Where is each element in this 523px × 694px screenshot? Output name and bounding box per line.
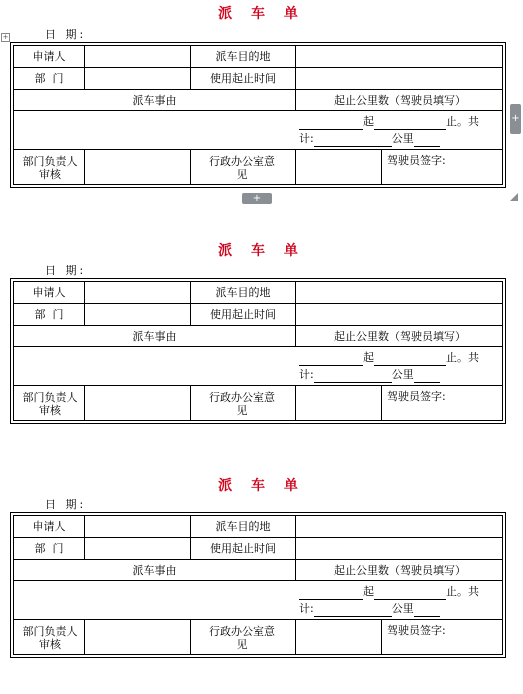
add-column-icon[interactable]: + bbox=[510, 104, 521, 134]
applicant-field[interactable] bbox=[85, 46, 190, 67]
dept-head-label: 部门负责人审核 bbox=[22, 390, 78, 417]
use-time-field[interactable] bbox=[296, 68, 504, 89]
reason-field[interactable] bbox=[14, 111, 295, 149]
department-label: 部 门 bbox=[34, 542, 64, 555]
qi-text: 起 bbox=[363, 585, 374, 598]
use-time-field[interactable] bbox=[296, 304, 504, 325]
mileage-header: 起止公里数（驾驶员填写） bbox=[334, 329, 466, 343]
mileage-field[interactable] bbox=[299, 349, 504, 385]
applicant-label: 申请人 bbox=[32, 50, 66, 63]
use-time-label: 使用起止时间 bbox=[210, 308, 276, 321]
dispatch-table bbox=[10, 512, 506, 658]
use-time-field[interactable] bbox=[296, 538, 504, 559]
gongli-text: 公里 bbox=[391, 132, 414, 145]
applicant-label: 申请人 bbox=[32, 520, 66, 533]
gongli-text: 公里 bbox=[391, 602, 414, 615]
dispatch-form bbox=[0, 0, 523, 224]
use-time-label: 使用起止时间 bbox=[210, 542, 276, 555]
ji-text: 计: bbox=[299, 602, 314, 615]
applicant-label: 申请人 bbox=[32, 286, 66, 299]
reason-label: 派车事由 bbox=[132, 329, 177, 343]
reason-label: 派车事由 bbox=[132, 93, 177, 107]
dept-head-field[interactable] bbox=[85, 620, 190, 655]
dept-head-field[interactable] bbox=[85, 150, 190, 185]
add-row-icon[interactable]: + bbox=[242, 193, 272, 204]
admin-office-label: 行政办公室意见 bbox=[209, 390, 275, 417]
move-handle-icon[interactable]: + bbox=[2, 33, 9, 41]
reason-field[interactable] bbox=[14, 347, 295, 385]
department-field[interactable] bbox=[85, 538, 190, 559]
destination-label: 派车目的地 bbox=[215, 286, 271, 299]
use-time-label: 使用起止时间 bbox=[210, 72, 276, 85]
department-field[interactable] bbox=[85, 304, 190, 325]
department-label: 部 门 bbox=[34, 308, 64, 321]
form-title: 派 车 单 bbox=[218, 6, 305, 22]
destination-field[interactable] bbox=[296, 46, 504, 67]
admin-office-field[interactable] bbox=[296, 386, 381, 421]
reason-label: 派车事由 bbox=[132, 563, 177, 577]
form-title: 派 车 单 bbox=[218, 478, 305, 494]
admin-office-label: 行政办公室意见 bbox=[209, 154, 275, 181]
qi-text: 起 bbox=[363, 351, 374, 364]
qi-text: 起 bbox=[363, 115, 374, 128]
resize-handle-icon[interactable] bbox=[510, 193, 518, 201]
admin-office-field[interactable] bbox=[296, 150, 381, 185]
dispatch-table bbox=[10, 42, 506, 188]
form-title: 派 车 单 bbox=[218, 243, 305, 259]
mileage-field[interactable] bbox=[299, 583, 504, 619]
date-label: 日 期: bbox=[45, 264, 87, 277]
dept-head-label: 部门负责人审核 bbox=[22, 154, 78, 181]
destination-field[interactable] bbox=[296, 516, 504, 537]
dept-head-field[interactable] bbox=[85, 386, 190, 421]
dispatch-form bbox=[0, 470, 523, 694]
mileage-field[interactable] bbox=[299, 113, 504, 149]
department-label: 部 门 bbox=[34, 72, 64, 85]
gongli-text: 公里 bbox=[391, 368, 414, 381]
driver-sign-label: 驾驶员签字: bbox=[387, 624, 446, 637]
applicant-field[interactable] bbox=[85, 282, 190, 303]
zhi-gong-text: 止。共 bbox=[446, 115, 479, 128]
destination-label: 派车目的地 bbox=[215, 520, 271, 533]
mileage-header: 起止公里数（驾驶员填写） bbox=[334, 93, 466, 107]
admin-office-label: 行政办公室意见 bbox=[209, 624, 275, 651]
reason-field[interactable] bbox=[14, 581, 295, 619]
department-field[interactable] bbox=[85, 68, 190, 89]
mileage-header: 起止公里数（驾驶员填写） bbox=[334, 563, 466, 577]
ji-text: 计: bbox=[299, 132, 314, 145]
driver-sign-label: 驾驶员签字: bbox=[387, 154, 446, 167]
dept-head-label: 部门负责人审核 bbox=[22, 624, 78, 651]
dispatch-table bbox=[10, 278, 506, 424]
driver-sign-label: 驾驶员签字: bbox=[387, 390, 446, 403]
dispatch-form bbox=[0, 236, 523, 460]
zhi-gong-text: 止。共 bbox=[446, 351, 479, 364]
ji-text: 计: bbox=[299, 368, 314, 381]
date-label: 日 期: bbox=[45, 28, 87, 41]
applicant-field[interactable] bbox=[85, 516, 190, 537]
destination-label: 派车目的地 bbox=[215, 50, 271, 63]
destination-field[interactable] bbox=[296, 282, 504, 303]
zhi-gong-text: 止。共 bbox=[446, 585, 479, 598]
date-label: 日 期: bbox=[45, 498, 87, 511]
admin-office-field[interactable] bbox=[296, 620, 381, 655]
